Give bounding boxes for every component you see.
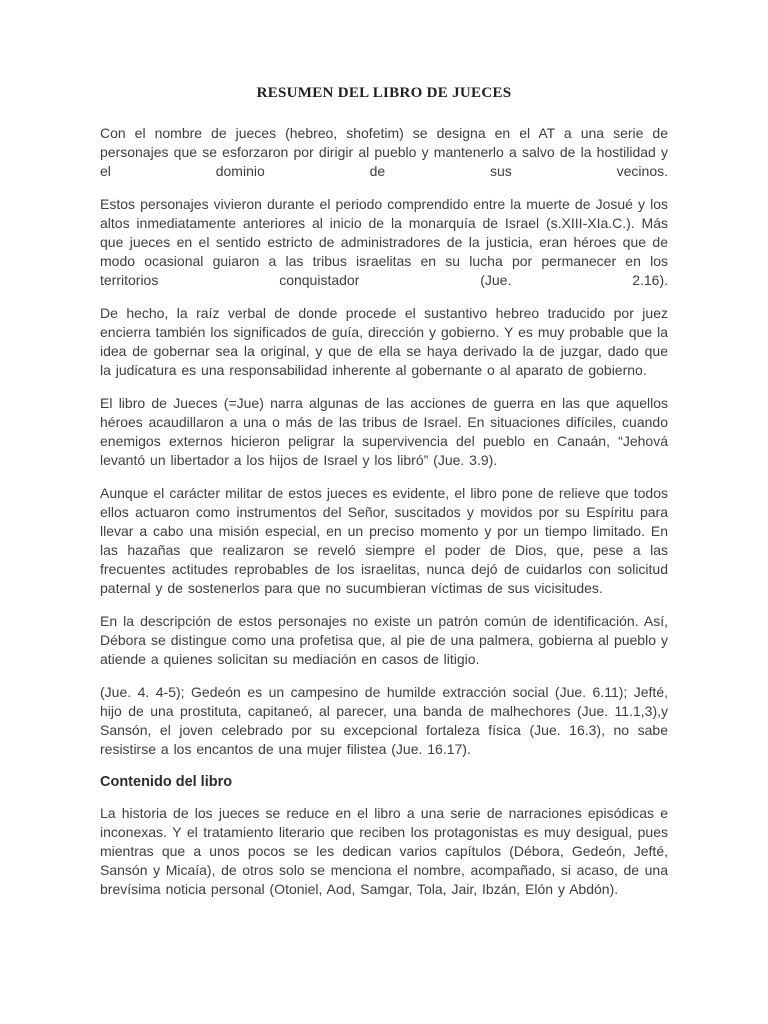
document-title: RESUMEN DEL LIBRO DE JUECES	[256, 85, 512, 101]
paragraph-descripcion-personajes: En la descripción de estos personajes no existe un patrón común de identificación. Así, Débora se distingue como una profetisa que, al pie de una palmera, gobierna al pueblo y atiende a quienes solicitan su mediación en casos de litigio.	[100, 613, 668, 667]
paragraph-caracter-militar: Aunque el carácter militar de estos jueces es evidente, el libro pone de relieve que todos ellos actuaron como instrumentos del Señor, suscitados y movidos por su Espíritu para llevar a cabo una misión especial, en un preciso momento y por un tiempo limitado. En las hazañas que realizaron se reveló siempre el poder de Dios, que, pese a las frecuentes actitudes reprobables de los israelitas, nunca dejó de cuidarlos con solicitud paternal y de sostenerlos para que no sucumbieran víctimas de sus vicisitudes.	[100, 485, 668, 596]
paragraph-raiz-verbal: De hecho, la raíz verbal de donde procede el sustantivo hebreo traducido por juez encierra también los significados de guía, dirección y gobierno. Y es muy probable que la idea de gobernar sea la original, y que de ella se haya derivado la de juzgar, dado que la judicatura es una responsabilidad inherente al gobernante o al aparato de gobierno.	[100, 305, 668, 378]
paragraph-periodo: Estos personajes vivieron durante el periodo comprendido entre la muerte de Josué y los altos inmediatamente anteriores al inicio de la monarquía de Israel (s.XIII-XIa.C.). Más que jueces en el sentido estricto de administradores de la justicia, eran héroes que de modo ocasional guiaron a las tribus israelitas en su lucha por permanecer en los territorios conquistador (Jue. 2.16).	[100, 196, 668, 288]
paragraph-ejemplos-jueces: (Jue. 4. 4-5); Gedeón es un campesino de humilde extracción social (Jue. 6.11); Jefté, hijo de una prostituta, capitaneó, al parecer, una banda de malhechores (Jue. 11.1,3),y Sansón, el joven celebrado por su excepcional fortaleza física (Jue. 16.3), no sabe resistirse a los encantos de una mujer filistea (Jue. 16.17).	[100, 684, 668, 757]
paragraph-libro-jueces: El libro de Jueces (=Jue) narra algunas de las acciones de guerra en las que aquellos héroes acaudillaron a una o más de las tribus de Israel. En situaciones difíciles, cuando enemigos externos hicieron peligrar la supervivencia del pueblo en Canaán, “Jehová levantó un libertador a los hijos de Israel y los libró” (Jue. 3.9).	[100, 395, 668, 468]
section-heading-contenido: Contenido del libro	[100, 774, 233, 790]
paragraph-historia-jueces: La historia de los jueces se reduce en el libro a una serie de narraciones episódicas e inconexas. Y el tratamiento literario que reciben los protagonistas es muy desigual, pues mientras que a unos pocos se les dedican varios capítulos (Débora, Gedeón, Jefté, Sansón y Micaía), de otros solo se menciona el nombre, acompañado, si acaso, de una brevísima noticia personal (Otoniel, Aod, Samgar, Tola, Jair, Ibzán, Elón y Abdón).	[100, 805, 668, 897]
paragraph-intro-jueces: Con el nombre de jueces (hebreo, shofetim) se designa en el AT a una serie de personajes que se esforzaron por dirigir al pueblo y mantenerlo a salvo de la hostilidad y el dominio de sus vecinos.	[100, 125, 668, 179]
